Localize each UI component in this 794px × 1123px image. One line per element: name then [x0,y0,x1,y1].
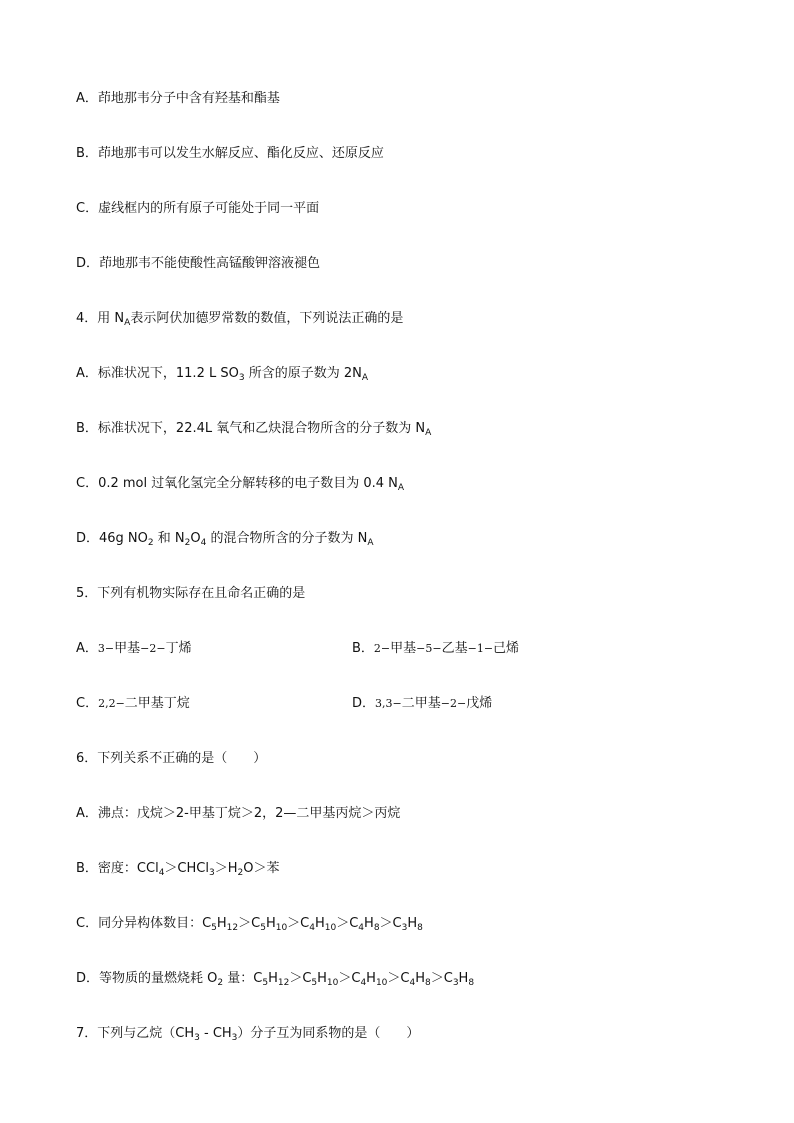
q6-stem: 6．下列关系不正确的是（ ） [76,751,267,766]
q4-option-c: C．0.2 mol 过氧化氢完全分解转移的电子数目为 0.4 $N_A$ [76,476,405,493]
q3-option-d: D．茚地那韦不能使酸性高锰酸钾溶液褪色 [76,256,321,271]
q3-option-c: C．虚线框内的所有原子可能处于同一平面 [76,201,320,216]
q6-option-c: C．同分异构体数目：$C_5H_{12}>C_5H_{10}>C_4H_{10}>C_4H_8>C_3H_8$ [76,916,423,933]
q7-stem: 7．下列与乙烷$(CH_3 - CH_3)$分子互为同系物的是（ ） [76,1026,420,1043]
q6-option-a: A．沸点：戊烷＞2-甲基丁烷＞2，2—二甲基丙烷＞丙烷 [76,806,401,821]
q3-option-a: A．茚地那韦分子中含有羟基和酯基 [76,91,280,106]
q5-option-d: D．3,3−二甲基−2−戊烯 [352,696,493,711]
q5-option-a: A．3−甲基−2−丁烯 [76,641,192,656]
q4-option-b: B．标准状况下，22.4L 氧气和乙炔混合物所含的分子数为 $N_A$ [76,421,432,438]
q5-option-b: B．2−甲基−5−乙基−1−己烯 [352,641,520,656]
q5-stem: 5．下列有机物实际存在且命名正确的是 [76,586,306,601]
q4-option-d: D．46g $NO_2$ 和 $N_2O_4$ 的混合物所含的分子数为 $N_A$ [76,531,374,548]
q4-stem: 4．用 $N_A$表示阿伏加德罗常数的数值，下列说法正确的是 [76,311,404,328]
q3-option-b: B．茚地那韦可以发生水解反应、酯化反应、还原反应 [76,146,384,161]
q5-option-c: C．2,2−二甲基丁烷 [76,696,190,711]
q6-option-d: D．等物质的量燃烧耗 $O_2$ 量：$C_5H_{12}>C_5H_{10}>C_4H_{10}>C_4H_8>C_3H_8$ [76,971,475,988]
q6-option-b: B．密度：$CCl_4>CHCl_3>H_2O>$苯 [76,861,280,878]
q4-option-a: A．标准状况下，11.2 L $SO_3$ 所含的原子数为 $2N_A$ [76,366,369,383]
